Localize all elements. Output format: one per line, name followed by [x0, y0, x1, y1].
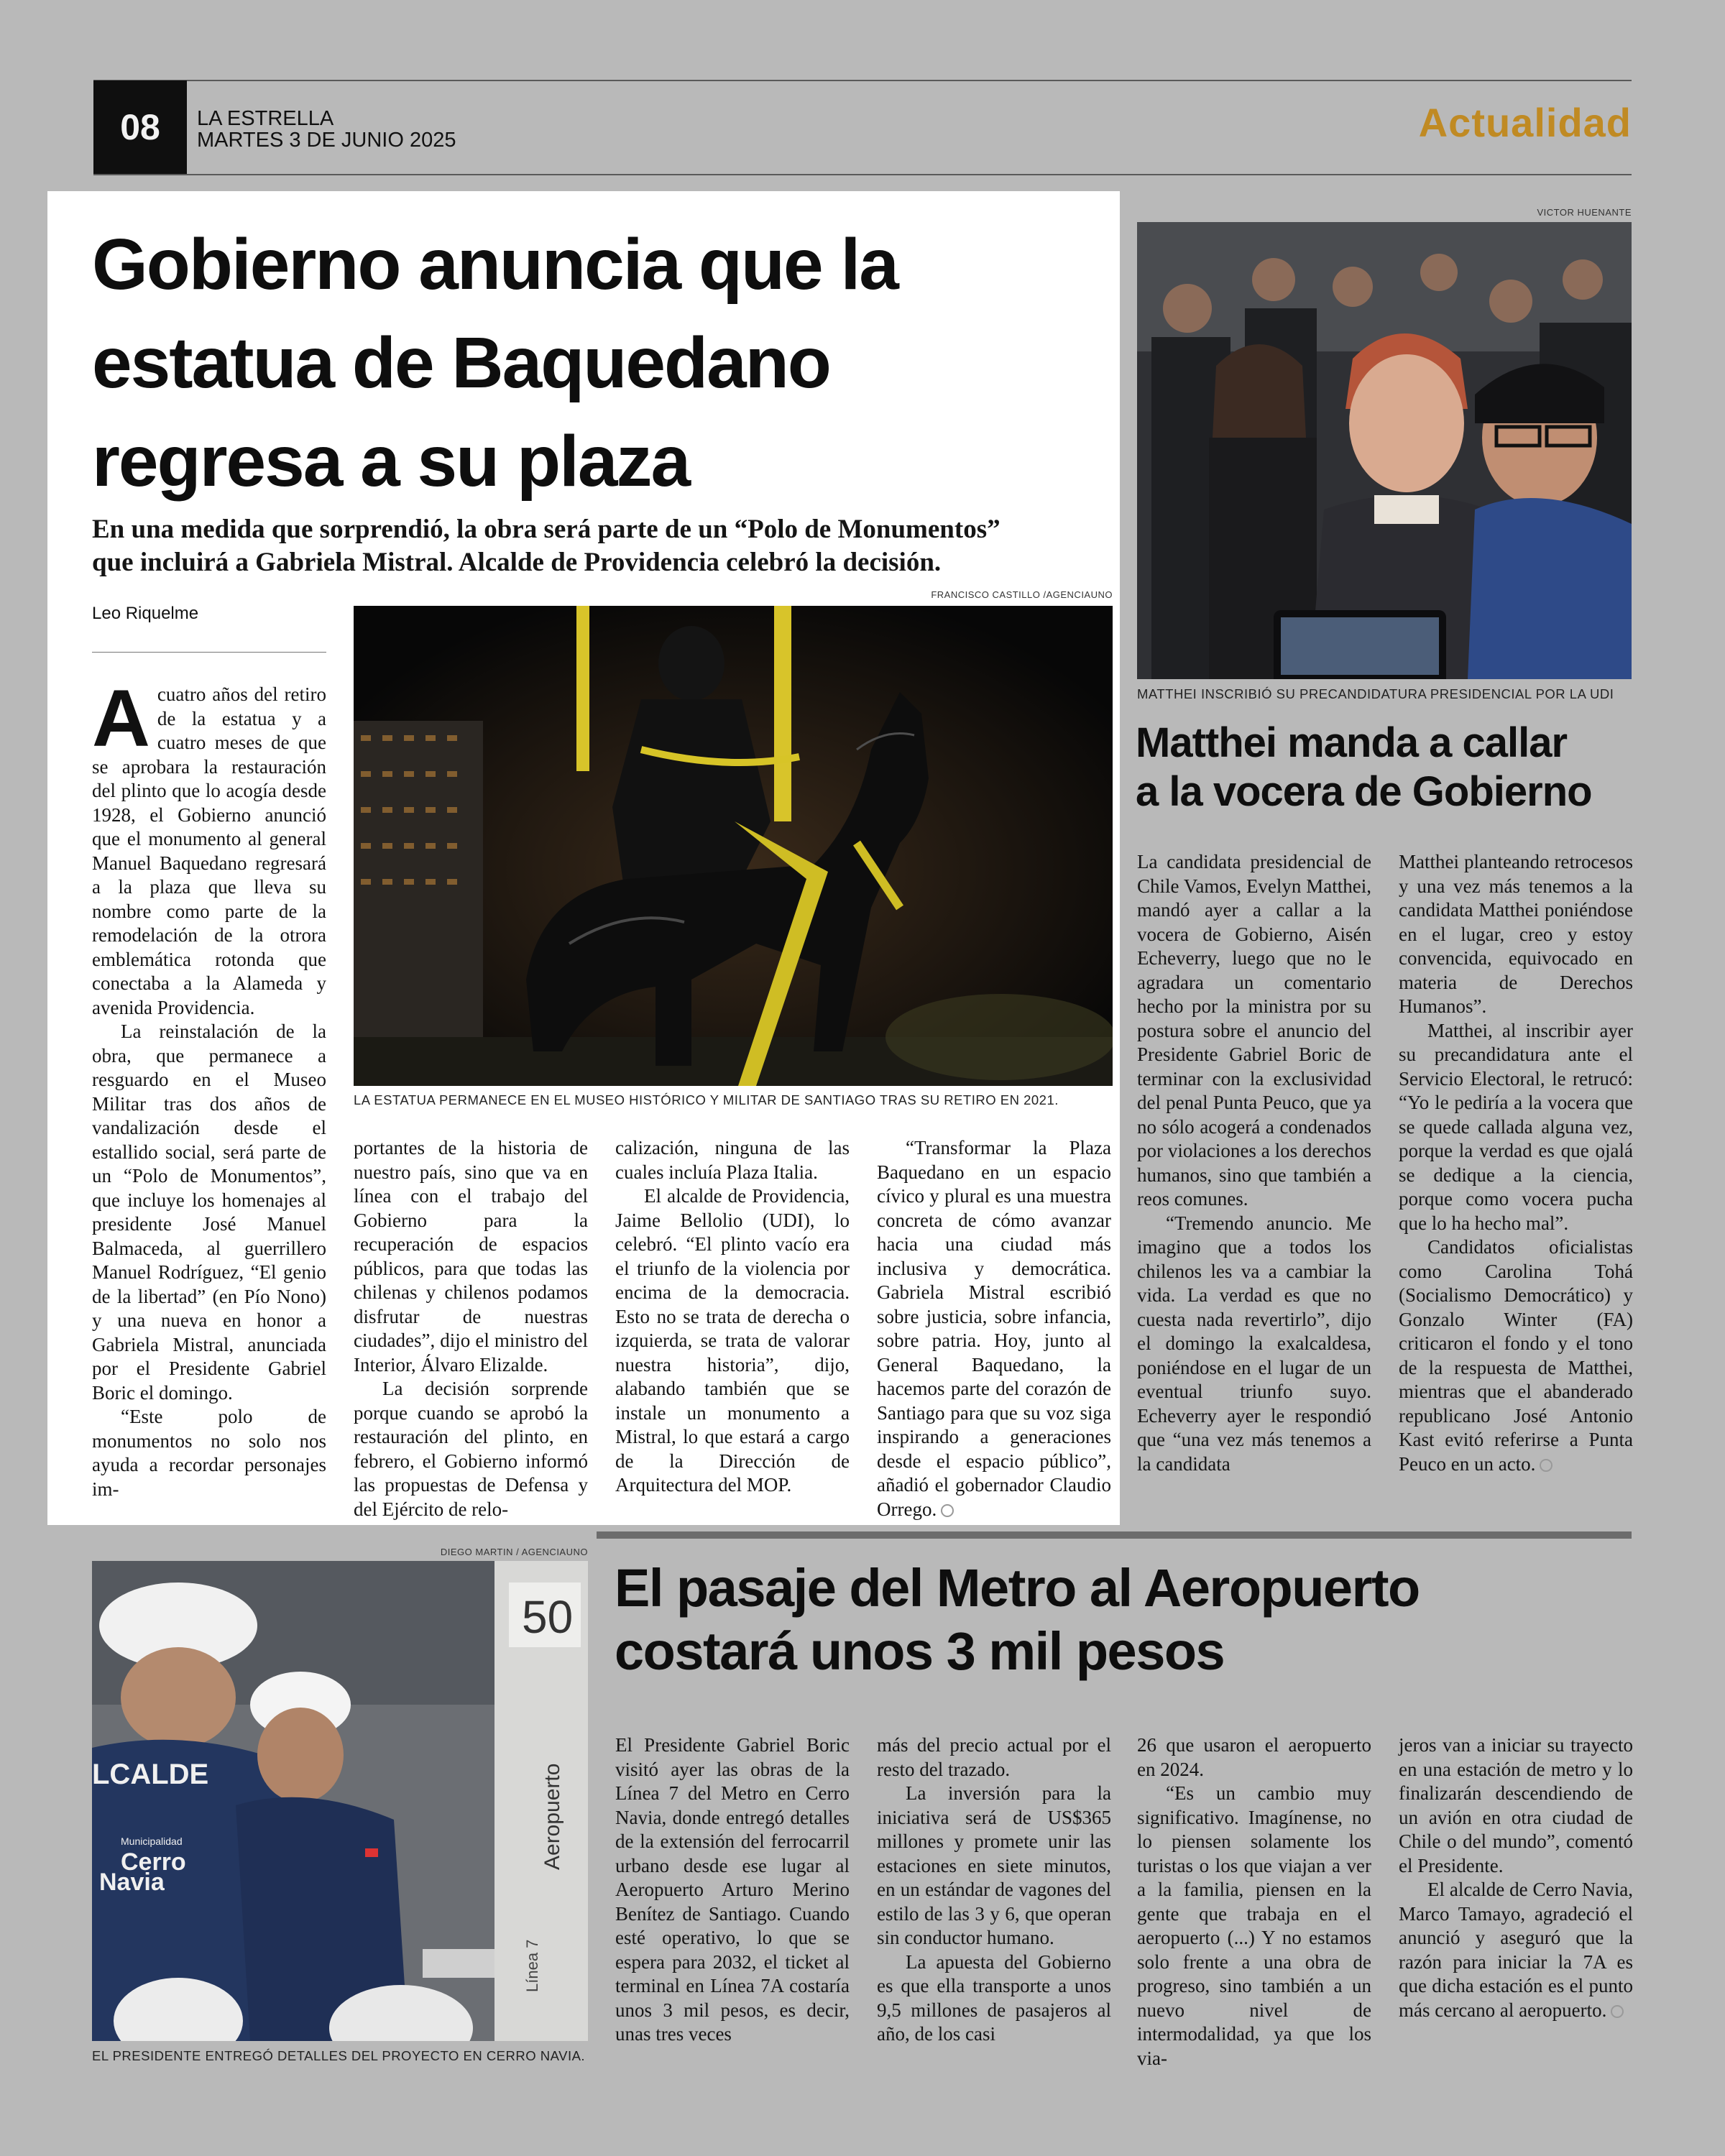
article1-deck: [92, 513, 1127, 579]
paper-info: [197, 108, 456, 151]
paragraph: La decisión sorprende porque cuando se aprobó la restauración del plinto, en febrero, el Gobierno informó las propuestas de Defensa y del Ejército de relo-: [354, 1378, 588, 1520]
article1-column-1: [92, 673, 326, 1501]
deck-line: que incluirá a Gabriela Mistral. Alcalde de Providencia celebró la decisión.: [92, 548, 942, 577]
paragraph: 26 que usaron el aeropuerto en 2024.: [1137, 1734, 1371, 1780]
page-number: 08: [93, 80, 187, 174]
jacket-logo-line: Navia: [99, 1869, 165, 1896]
photo-credit: DIEGO MARTIN / AGENCIAUNO: [440, 1547, 588, 1557]
matthei-photo-illustration: [1137, 222, 1632, 679]
article3-column-1: [615, 1733, 850, 2047]
paragraph: más del precio actual por el resto del trazado.: [877, 1734, 1111, 1780]
paragraph: La inversión para la iniciativa será de US$365 millones y promete unir las estaciones en siete minutos, en un estándar de vagones del estilo de las 3 y 6, que operan sin conductor humano.: [877, 1782, 1111, 1948]
sign-line: Línea 7: [523, 1939, 541, 1992]
matthei-photo: [1137, 222, 1632, 679]
jacket-logo-line: Cerro: [121, 1848, 186, 1876]
paragraph: La reinstalación de la obra, que permanece a resguardo en el Museo Militar tras dos años de vandalización desde el estallido social, será parte de un “Polo de Monumentos”, que incluye los homenajes al presidente José Manuel Balmaceda, al guerrillero Manuel Rodríguez, “El genio de la libertad” (en Pío Nono) y una nueva en honor a Gabriela Mistral, anunciada por el Presidente Gabriel Boric el domingo.: [92, 1021, 326, 1404]
paragraph: Matthei, al inscribir ayer su precandidatura ante el Servicio Electoral, le retrucó: “Yo le pediría a la vocera que se quede callada alguna vez, porque la verdad es que ojalá se dedique a la ciencia, porque como vocera pucha que lo ha hecho mal”.: [1399, 1019, 1633, 1234]
byline-rule: [92, 652, 326, 653]
paragraph: [1399, 1878, 1633, 2022]
photo-caption: LA ESTATUA PERMANECE EN EL MUSEO HISTÓRICO Y MILITAR DE SANTIAGO TRAS SU RETIRO EN 2021.: [354, 1092, 1059, 1107]
deck-line: En una medida que sorprendió, la obra será parte de un “Polo de Monumentos”: [92, 515, 1000, 544]
article3-headline: [615, 1557, 1635, 1683]
byline: Leo Riquelme: [92, 604, 199, 623]
paper-name: LA ESTRELLA: [197, 107, 334, 130]
photo-caption: EL PRESIDENTE ENTREGÓ DETALLES DEL PROYECTO EN CERRO NAVIA.: [92, 2048, 586, 2063]
statue-photo: [354, 606, 1113, 1086]
article3-column-2: [877, 1733, 1111, 2047]
article1-headline: [92, 216, 1113, 511]
article2-column-2: [1399, 850, 1633, 1476]
photo-credit: VICTOR HUENANTE: [1537, 207, 1632, 218]
paragraph: “Es un cambio muy significativo. Imagínense, no lo piensen solamente los turistas o los que viajan a ver a la familia, piensen en la gente que trabaja en el aeropuerto (...) Y no estamos solo frente a una obra de progreso, sino también a un nuevo nivel de intermodalidad, ya que los via-: [1137, 1782, 1371, 2069]
headline-line: costará unos 3 mil pesos: [615, 1621, 1225, 1681]
headline-line: estatua de Baquedano: [92, 323, 830, 403]
paragraph-text: cuatro años del retiro de la estatua y a cuatro meses de que se aprobara la restauración del plinto que lo acogía desde 1928, el Gobierno anunció que el monumento al general Manuel Baquedano regresará a la plaza que lleva su nombre como parte de la remodelación de la otrora emblemática rotonda que conectaba a la Alameda y avenida Providencia.: [92, 683, 326, 1018]
jacket-logo-small: Municipalidad: [121, 1835, 183, 1847]
paragraph: El Presidente Gabriel Boric visitó ayer las obras de la Línea 7 del Metro en Cerro Navia, donde entregó detalles de la extensión del ferrocarril urbano desde ese lugar al Aeropuerto Arturo Merino Benítez de Santiago. Cuando esté operativo, lo que se espera para 2032, el ticket al terminal en Línea 7A costaría unos 3 mil pesos, es decir, unas tres veces: [615, 1734, 850, 2045]
paragraph: calización, ninguna de las cuales incluía Plaza Italia.: [615, 1137, 850, 1183]
paragraph-text: “Transformar la Plaza Baquedano en un espacio cívico y plural es una muestra concreta de cómo avanzar hacia una ciudad más inclusiva y democrática. Gabriela Mistral escribió sobre justicia, sobre infancia, sobre patria. Hoy, junto al General Baquedano, la hacemos parte del corazón de Santiago para que su voz siga inspirando a generaciones desde el espacio público”, añadió el gobernador Claudio Orrego.: [877, 1137, 1111, 1520]
paragraph: La candidata presidencial de Chile Vamos, Evelyn Matthei, mandó ayer a callar a la vocera de Gobierno, Aisén Echeverry, luego que no le agradara un comentario hecho por la ministra por su postura sobre el anuncio del Presidente Gabriel Boric de terminar con la exclusividad del penal Punta Peuco, que ya no sólo acogerá a condenados por violaciones a los derechos humanos, sino que también a reos comunes.: [1137, 851, 1371, 1210]
section-divider: [597, 1531, 1632, 1539]
headline-line: El pasaje del Metro al Aeropuerto: [615, 1558, 1420, 1618]
metro-photo: [92, 1561, 588, 2041]
jacket-text: LCALDE: [92, 1759, 209, 1790]
end-mark-icon: [941, 1504, 954, 1517]
article3-column-4: [1399, 1733, 1633, 2022]
issue-date: MARTES 3 DE JUNIO 2025: [197, 129, 456, 152]
paragraph-text: Candidatos oficialistas como Carolina Tohá (Socialismo Democrático) y Gonzalo Winter (FA) criticaron el fondo y el tono de la respuesta de Matthei, mientras que el abanderado republicano José Antonio Kast evitó referirse a Punta Peuco en un acto.: [1399, 1236, 1633, 1475]
metro-photo-illustration: [92, 1561, 588, 2041]
article3-column-3: [1137, 1733, 1371, 2070]
paragraph: [877, 1136, 1111, 1521]
paragraph: “Este polo de monumentos no solo nos ayuda a recordar personajes im-: [92, 1406, 326, 1500]
headline-line: regresa a su plaza: [92, 421, 690, 502]
statue-photo-illustration: [354, 606, 1113, 1086]
photo-credit: FRANCISCO CASTILLO /AGENCIAUNO: [931, 589, 1113, 600]
sign-number: 50: [522, 1591, 574, 1643]
header-rule: [93, 174, 1632, 175]
section-title: Actualidad: [1418, 100, 1632, 145]
drop-cap: A: [92, 673, 150, 763]
article2-headline: [1136, 719, 1639, 816]
paragraph: jeros van a iniciar su trayecto en una estación de metro y lo finalizarán descendiendo de un avión en otra ciudad de Chile o del mundo”, comentó el Presidente.: [1399, 1734, 1633, 1876]
paragraph: El alcalde de Providencia, Jaime Bellolio (UDI), lo celebró. “El plinto vacío era el triunfo de la violencia por encima de la democracia. Esto no se trata de derecha o izquierda, se trata de valorar nuestra historia”, dijo, alabando también que se instale un monumento a Mistral, lo que estará a cargo de la Dirección de Arquitectura del MOP.: [615, 1185, 850, 1496]
article1-column-2: [354, 1136, 588, 1521]
paragraph: [1399, 1235, 1633, 1476]
paragraph: [92, 673, 326, 1020]
article1-column-3: [615, 1136, 850, 1498]
sign-vertical: Aeropuerto: [540, 1763, 564, 1870]
top-rule: [93, 80, 1632, 81]
paragraph: Matthei planteando retrocesos y una vez más tenemos a la candidata Matthei poniéndose en el lugar, creo y estoy convencida, equivocado en materia de Derechos Humanos”.: [1399, 851, 1633, 1017]
photo-caption: MATTHEI INSCRIBIÓ SU PRECANDIDATURA PRESIDENCIAL POR LA UDI: [1137, 686, 1614, 701]
paragraph-text: El alcalde de Cerro Navia, Marco Tamayo, agradeció el anunció y aseguró que la razón para iniciar la 7A es que dicha estación es el punto más cercano al aeropuerto.: [1399, 1879, 1633, 2021]
headline-line: a la vocera de Gobierno: [1136, 768, 1592, 815]
paragraph: La apuesta del Gobierno es que ella transporte a unos 9,5 millones de pasajeros al año, de los casi: [877, 1950, 1111, 2045]
article1-column-4: [877, 1136, 1111, 1521]
article2-column-1: [1137, 850, 1371, 1476]
headline-line: Gobierno anuncia que la: [92, 224, 898, 305]
end-mark-icon: [1611, 2005, 1624, 2018]
paragraph: portantes de la historia de nuestro país, sino que va en línea con el trabajo del Gobierno para la recuperación de espacios públicos, para que todas las chilenas y chilenos podamos disfrutar de nuestras ciudades”, dijo el ministro del Interior, Álvaro Elizalde.: [354, 1137, 588, 1376]
end-mark-icon: [1540, 1459, 1552, 1472]
headline-line: Matthei manda a callar: [1136, 719, 1568, 766]
paragraph: “Tremendo anuncio. Me imagino que a todos los chilenos les va a cambiar la vida. La verdad es que no cuesta nada revertirlo”, dijo el domingo la exalcaldesa, poniéndose en el lugar de un eventual triunfo suyo. Echeverry ayer le respondió que “una vez más tenemos a la candidata: [1137, 1212, 1371, 1475]
